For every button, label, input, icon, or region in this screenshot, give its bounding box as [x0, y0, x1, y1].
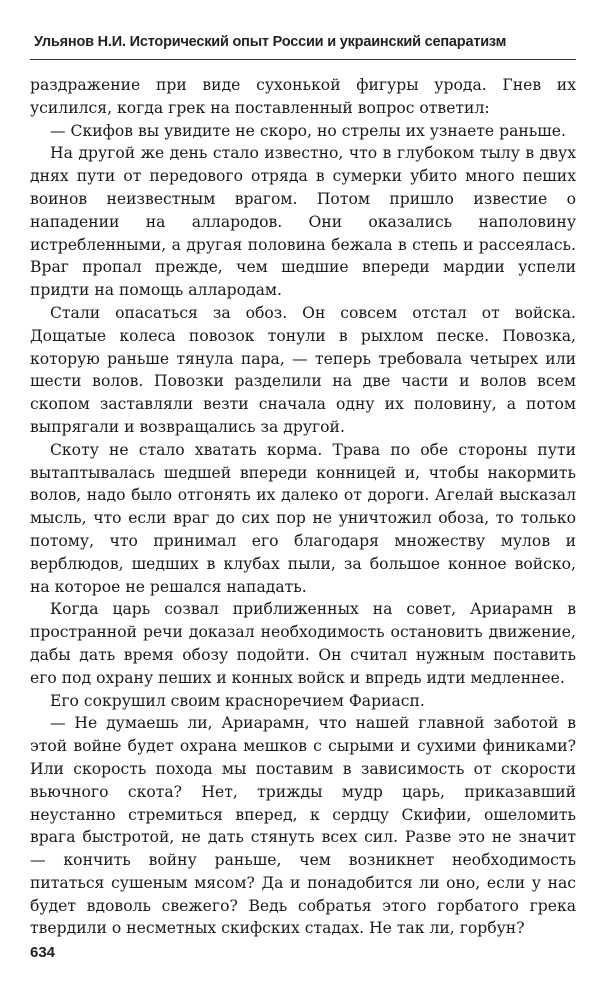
- paragraph: Когда царь созвал приближенных на совет, Ариарамн в пространной речи доказал необходимость остановить движение, дабы дать время обозу подойти. Он считал нужным поставить его под охрану пеших и конных войск и впредь идти медленнее.: [30, 600, 576, 687]
- paragraph: На другой же день стало известно, что в глубоком тылу в двух днях пути от передового отряда в сумерки убито много пеших воинов неизвестным врагом. Потом пришло известие о нападении на аллародов. Они оказались наполовину истребленными, а другая половина бежала в степь и рассеялась. Враг пропал прежде, чем шедшие впереди мардии успели придти на помощь аллародам.: [30, 144, 576, 300]
- paragraph: раздражение при виде сухонькой фигуры урода. Гнев их усилился, когда грек на поставленный вопрос ответил:: [30, 76, 576, 117]
- paragraph: — Не думаешь ли, Ариарамн, что нашей главной заботой в этой войне будет охрана мешков с сырыми и сухими финиками? Или скорость похода мы поставим в зависимость от скорости вьючного скота? Нет, трижды мудр царь, приказавший неустанно стремиться вперед, к сердцу Скифии, ошеломить врага быстротой, не дать стянуть всех сил. Разве это не значит — кончить войну раньше, чем возникнет необходимость питаться сушеным мясом? Да и понадобится ли оно, если у нас будет вдоволь свежего? Ведь собратья этого горбатого грека твердили о несметных скифских стадах. Не так ли, горбун?: [30, 714, 576, 938]
- running-header: Ульянов Н.И. Исторический опыт России и украинский сепаратизм: [34, 34, 507, 50]
- paragraph: Стали опасаться за обоз. Он совсем отстал от войска. Дощатые колеса повозок тонули в рыхлом песке. Повозка, которую раньше тянула пара, — теперь требовала четырех или шести волов. Повозки разделили на две части и волов всем скопом заставляли везти сначала одну их половину, а потом выпрягали и возвращались за другой.: [30, 303, 576, 436]
- paragraph: Его сокрушил своим красноречием Фариасп.: [50, 691, 425, 710]
- paragraph: Скоту не стало хватать корма. Трава по обе стороны пути вытаптывалась шедшей впереди конницей и, чтобы накормить волов, надо было отгонять их далеко от дороги. Агелай высказал мысль, что если враг до сих пор не уничтожил обоза, то только потому, что принимал его благодаря множеству мулов и верблюдов, шедших в клубах пыли, за большое конное войско, на которое не решался нападать.: [30, 440, 576, 596]
- body-text: [30, 74, 576, 940]
- page-number: 634: [30, 944, 56, 961]
- header-rule: [30, 59, 576, 60]
- paragraph: — Скифов вы увидите не скоро, но стрелы их узнаете раньше.: [50, 121, 566, 140]
